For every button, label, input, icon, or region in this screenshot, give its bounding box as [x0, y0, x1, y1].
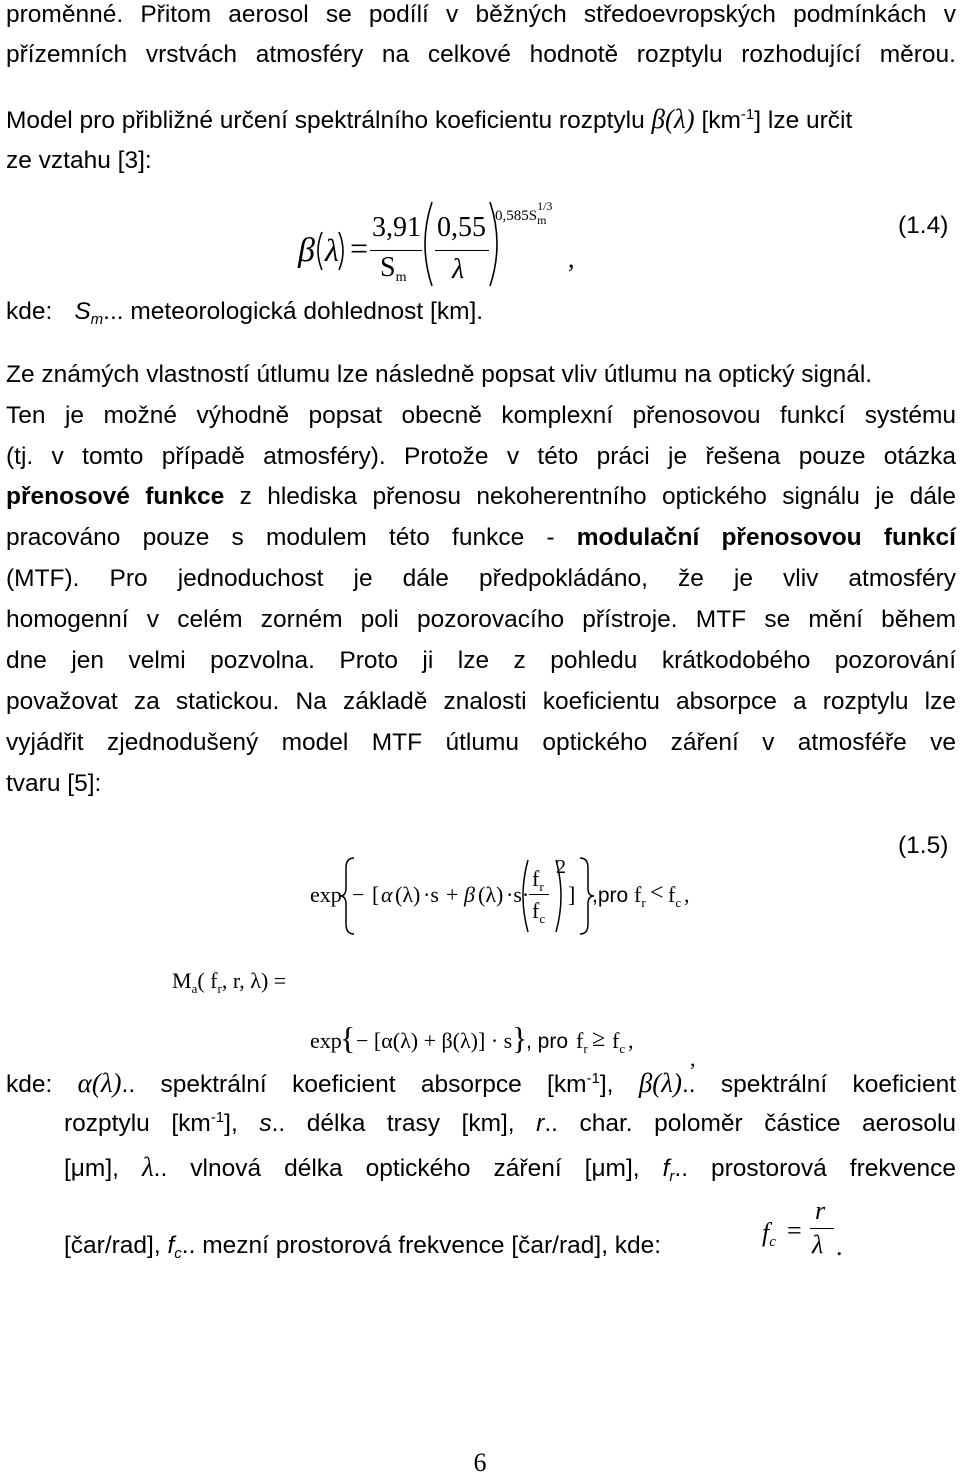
eq14-comma: , [568, 244, 575, 273]
kde2-line3: [μm], λ.. vlnová délka optického záření [μm], $f_r$.. prostorová frekvence [64, 1152, 956, 1185]
eq14-num1: 3,91 [372, 212, 421, 243]
eq15-right-brace-2: } [512, 1020, 528, 1056]
eq15-fc: $f_c$ [532, 898, 546, 926]
eq15-square: 2 [556, 856, 566, 878]
eq15-exp2: exp [310, 1028, 342, 1053]
eq14-den2: λ [452, 254, 465, 285]
para3-line1: Ze známých vlastností útlumu lze následně popsat vliv útlumu na optický signál. [6, 361, 873, 388]
eq15-left-brace-2: { [340, 1020, 356, 1056]
para2-line2: ze vztahu [3]: [6, 147, 152, 174]
eq15-fr: $f_r$ [532, 866, 544, 894]
para3-line11: tvaru [5]: [6, 770, 102, 797]
para3-line7: homogenní v celém zorném poli pozorovacího přístroje. MTF se mění během [6, 606, 956, 633]
eq15-beta: β [464, 882, 475, 907]
eq14-number: (1.4) [898, 212, 949, 239]
eq15-exp1: exp [310, 882, 342, 907]
page-number: 6 [473, 1448, 487, 1477]
para3-line5: pracováno pouze s modulem této funkce - modulační přenosovou funkcí [6, 524, 956, 551]
para1-line1: proměnné. Přitom aerosol se podílí v běžných středoevropských podmínkách v [6, 1, 956, 28]
para3-line2: Ten je možné výhodně popsat obecně komplexní přenosovou funkcí systému [6, 402, 956, 429]
para3-line4: přenosové funkce z hlediska přenosu nekoherentního optického signálu je dále [6, 483, 956, 510]
eq14-num2: 0,55 [437, 212, 486, 243]
para2-line1: Model pro přibližné určení spektrálního koeficientu rozptylu β(λ) $[km^{-1}]$ lze určit [6, 104, 853, 134]
para3-line8: dne jen velmi pozvolna. Proto ji lze z pohledu krátkodobého pozorování [6, 647, 956, 674]
eq14-lambda: λ [325, 232, 339, 268]
para3-line10: vyjádřit zjednodušený model MTF útlumu optického záření v atmosféře ve [6, 729, 956, 756]
para3-line6: (MTF). Pro jednoduchost je dále předpokládáno, že je vliv atmosféry [6, 565, 956, 592]
eq15-frac-bar [529, 894, 549, 895]
eq14-frac2-bar [435, 250, 489, 251]
para3-line3: (tj. v tomto případě atmosféry). Protože v této práci je řešena pouze otázka [6, 443, 956, 470]
fc-frac-bar [810, 1228, 834, 1229]
eq15-alpha: α [381, 882, 393, 907]
eq14-den1: $S_m$ [380, 252, 407, 285]
para1-line2: přízemních vrstvách atmosféry na celkové hodnotě rozptylu rozhodující měrou. [6, 41, 956, 68]
beta-lambda-symbol: β(λ) [651, 104, 695, 134]
kde2-line2: rozptylu $[km^{-1}]$, s.. délka trasy [km], r.. char. poloměr částice aerosolu [64, 1109, 957, 1137]
eq14-frac1-bar [370, 250, 422, 251]
kde2-line4: [čar/rad], $f_c$.. mezní prostorová frekvence [čar/rad], kde: [64, 1232, 662, 1262]
eq15-case2-body: − [α(λ) + β(λ)] · s [356, 1028, 513, 1053]
eq15-lhs: $M_a$( $f_r$, r, λ) = [172, 968, 287, 996]
kde2-line1: kde: α(λ).. spektrální koeficient absorpce $[km^{-1}]$, β(λ).. spektrální koeficient [6, 1068, 957, 1098]
eq14-beta: β [298, 232, 315, 269]
eq14-equals: = [350, 230, 369, 266]
eq14-exponent: 0,585S 1/3 $_m$ [495, 199, 553, 227]
kde1-line: kde: $S_m$... meteorologická dohlednost [km]. [6, 298, 484, 328]
para3-line9: považovat za statickou. Na základě znalosti koeficientu absorpce a rozptylu lze [6, 688, 956, 715]
eq15-number: (1.5) [898, 832, 949, 859]
